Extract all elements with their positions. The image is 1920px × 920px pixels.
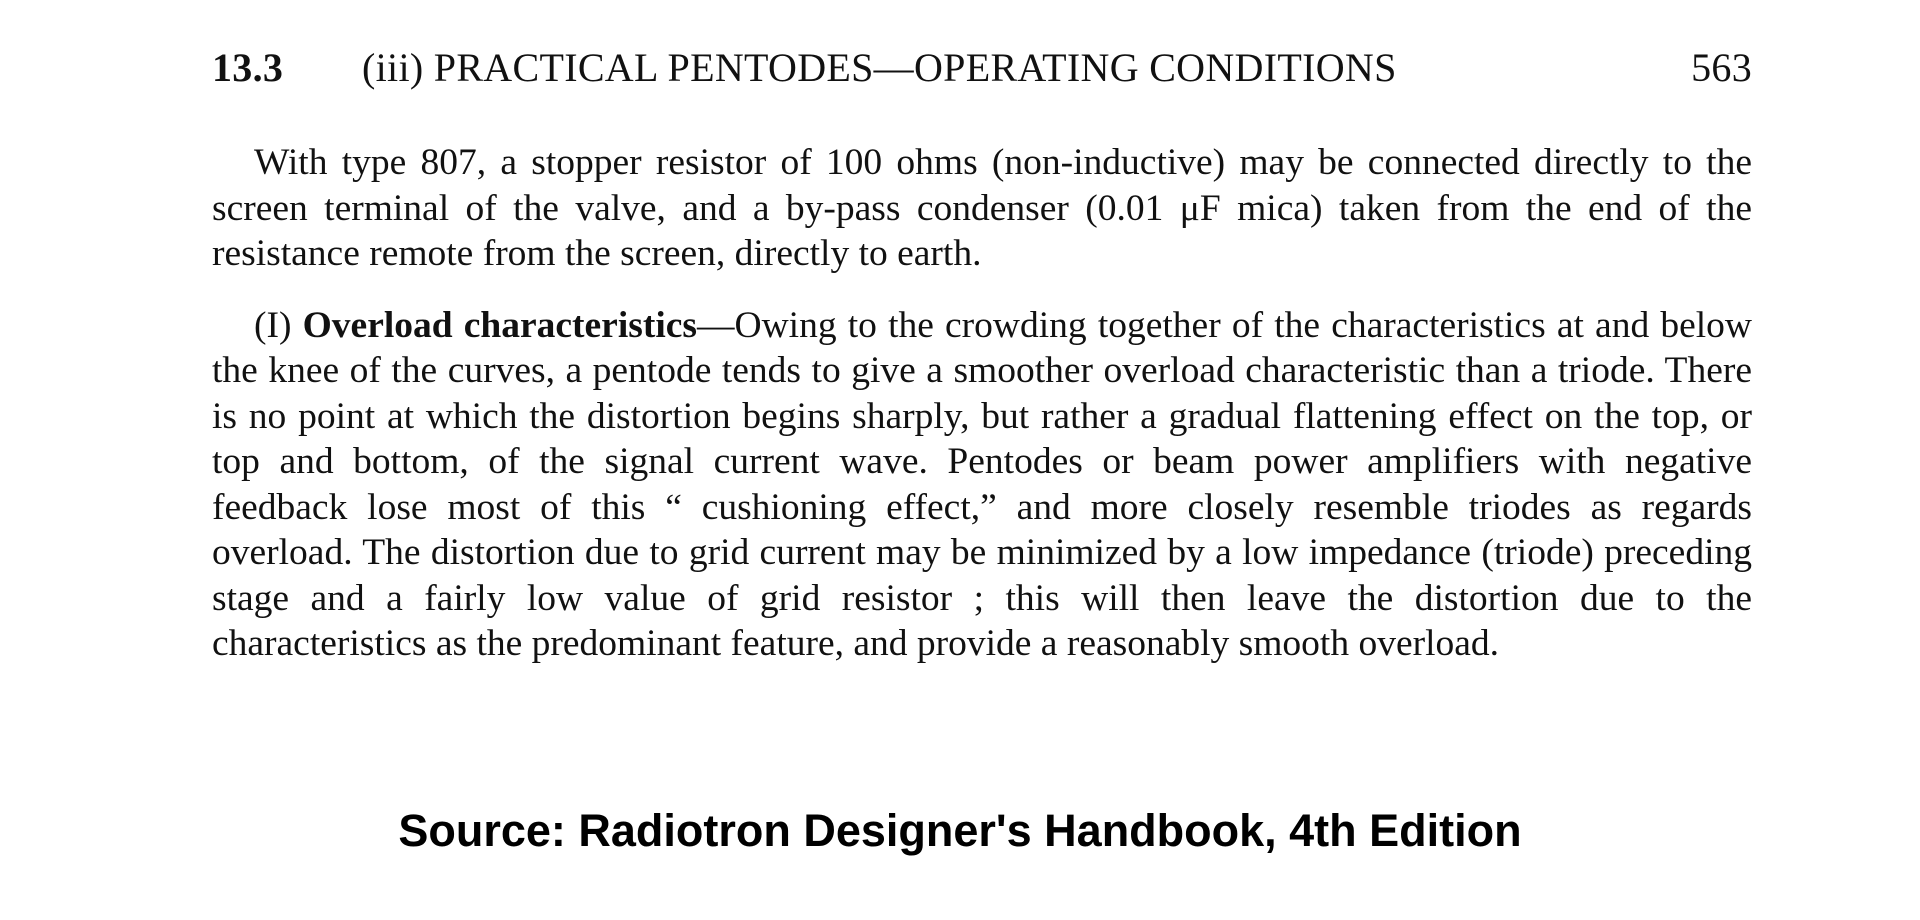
paragraph-heading: Overload characteristics — [302, 304, 697, 346]
paragraph-text: With type 807, a stopper resistor of 100 ohms (non-inductive) may be connected directly to the screen terminal of the valve, and a by-pass condenser (0.01 μF mica) taken from the end of the resistance remote from the screen, directly to earth. — [212, 142, 1752, 274]
source-caption: Source: Radiotron Designer's Handbook, 4th Edition — [398, 805, 1522, 856]
paragraph-prefix: (I) — [254, 304, 303, 346]
section-number: 13.3 — [212, 45, 284, 90]
paragraph-text: —Owing to the crowding together of the characteristics at and below the knee of the curves, a pentode tends to give a smoother overload characteristic than a triode. There is no point at which the distortion begins sharply, but rather a gradual flattening effect on the top, or top and bottom, of the signal current wave. Pentodes or beam power amplifiers with negative feedback lose most of this “ cushioning effect,” and more closely resemble triodes as regards overload. The distortion due to grid current may be minimized by a low impedance (triode) preceding stage and a fairly low value of grid resistor ; this will then leave the distortion due to the characteristics as the predominant feature, and provide a reasonably smooth overload. — [212, 304, 1753, 664]
paragraph-overload-characteristics — [212, 303, 1752, 667]
running-header — [212, 45, 1752, 90]
page-number: 563 — [1691, 45, 1752, 90]
paragraph-stopper-resistor — [212, 140, 1752, 277]
book-page — [212, 45, 1753, 693]
header-title: (iii) PRACTICAL PENTODES—OPERATING CONDITIONS — [362, 45, 1397, 90]
